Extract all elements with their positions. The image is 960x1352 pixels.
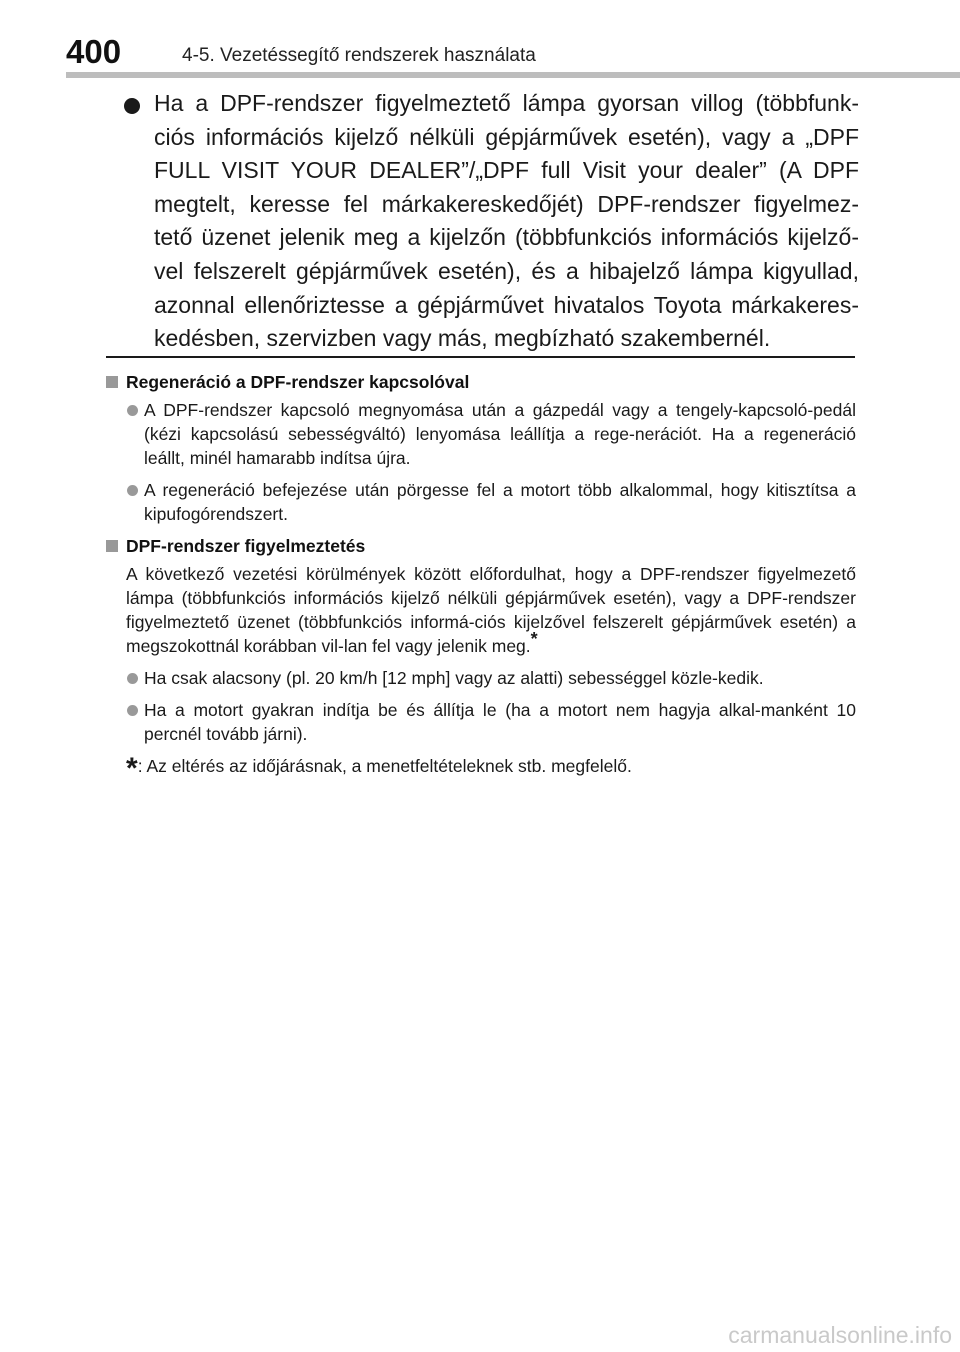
header-rule (66, 72, 960, 78)
page-header (0, 0, 960, 80)
grey-bullet-icon (127, 485, 138, 496)
warning-bullet (124, 87, 859, 356)
grey-bullet-icon (127, 705, 138, 716)
footnote: *: Az eltérés az időjárásnak, a menetfeltételeknek stb. megfelelő. (126, 752, 632, 785)
list-item: Ha a motort gyakran indítja be és állítja le (ha a motort nem hagyja alkal-manként 10 percnél tovább járni). (106, 698, 856, 746)
bullet-dot-icon (124, 98, 140, 114)
intro-paragraph: A következő vezetési körülmények között előfordulhat, hogy a DPF-rendszer figyelmezető lámpa (többfunkciós információs kijelző nélküli gépjárművek esetén), vagy a DPF-rendszer figyelmeztető üzenet (többfunkciós informá-ciós kijelzővel felszerelt gépjárművek esetén) a megszokottnál korábban vil-lan fel vagy jelenik meg.* (126, 564, 856, 656)
grey-bullet-icon (127, 405, 138, 416)
section-title: 4-5. Vezetéssegítő rendszerek használata (182, 45, 536, 66)
notes-section (106, 370, 856, 785)
list-item: A regeneráció befejezése után pörgesse fel a motort több alkalommal, hogy kitisztítsa a kipufogórendszert. (106, 478, 856, 526)
subheading-dpf-warning: DPF-rendszer figyelmeztetés (106, 534, 856, 558)
square-bullet-icon (106, 376, 118, 388)
warning-text: Ha a DPF-rendszer figyelmeztető lámpa gyorsan villog (többfunk-ciós információs kijelző nélküli gépjárművek esetén), vagy a „DPF FULL VISIT YOUR DEALER”/„DPF full Visit your dealer” (A DPF megtelt, keresse fel márkakereskedőjét) DPF-rendszer figyelmez-tető üzenet jelenik meg a kijelzőn (többfunkciós információs kijelző-vel felszerelt gépjárművek esetén), és a hibajelző lámpa kigyullad, azonnal ellenőriztesse a gépjárművet hivatalos Toyota márkakeres-kedésben, szervizben vagy más, megbízható szakembernél. (154, 90, 859, 352)
footnote-star: * (126, 752, 138, 785)
list-item: A DPF-rendszer kapcsoló megnyomása után a gázpedál vagy a tengely-kapcsoló-pedál (kézi kapcsolású sebességváltó) lenyomása leállítja a rege-nerációt. Ha a regeneráció leállt, minél hamarabb indítsa újra. (106, 398, 856, 470)
page-number: 400 (66, 33, 122, 70)
square-bullet-icon (106, 540, 118, 552)
grey-bullet-icon (127, 673, 138, 684)
subheading-regeneration: Regeneráció a DPF-rendszer kapcsolóval (106, 370, 856, 394)
list-item: Ha csak alacsony (pl. 20 km/h [12 mph] vagy az alatti) sebességgel közle-kedik. (106, 666, 856, 690)
section-divider (106, 356, 855, 358)
footnote-marker: * (530, 629, 538, 650)
watermark: carmanualsonline.info (728, 1322, 952, 1348)
